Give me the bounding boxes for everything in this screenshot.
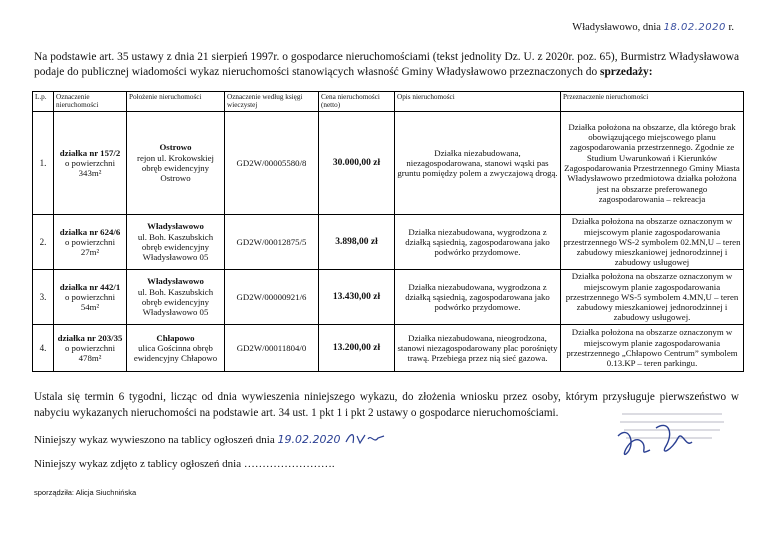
handwritten-date: 18.02.2020 xyxy=(663,22,726,33)
table-row xyxy=(33,112,744,215)
header-land-register: Oznaczenie według księgi wieczystej xyxy=(225,92,319,112)
cell-parcel: działka nr 203/35 o powierzchni 478m² xyxy=(54,325,127,372)
posted-date: 19.02.2020 xyxy=(277,433,341,446)
header-parcel: Oznaczenie nieruchomości xyxy=(54,92,127,112)
cell-purpose: Działka położona na obszarze oznaczonym w miejscowym planie zagospodarowania przestrzennego WS-5 symbolem 4.MN,U – teren zabudowy mieszkaniowej jednorodzinnej i zabudowy usługowej. xyxy=(561,270,744,325)
initials-scribble xyxy=(343,430,387,446)
cell-lp: 4. xyxy=(33,325,54,372)
cell-description: Działka niezabudowana, wygrodzona z działką sąsiednią, zagospodarowana jako podwórko przydomowe. xyxy=(395,215,561,270)
cell-location: Władysławowo ul. Boh. Kaszubskich obręb ewidencyjny Władysławowo 05 xyxy=(127,270,225,325)
cell-description: Działka niezabudowana, wygrodzona z działką sąsiednią, zagospodarowana jako podwórko przydomowe. xyxy=(395,270,561,325)
cell-lp: 3. xyxy=(33,270,54,325)
cell-price: 3.898,00 zł xyxy=(319,215,395,270)
header-lp: L.p. xyxy=(33,92,54,112)
cell-land-register: GD2W/00005580/8 xyxy=(225,112,319,215)
cell-lp: 2. xyxy=(33,215,54,270)
cell-parcel: działka nr 624/6 o powierzchni 27m² xyxy=(54,215,127,270)
header-description: Opis nieruchomości xyxy=(395,92,561,112)
header-price: Cena nieruchomości (netto) xyxy=(319,92,395,112)
cell-purpose: Działka położona na obszarze oznaczonym w miejscowym planie zagospodarowania przestrzennego WS-2 symbolem 02.MN,U – teren zabudowy mieszkaniowej jednorodzinnej i zabudowy usługowej xyxy=(561,215,744,270)
cell-price: 13.430,00 zł xyxy=(319,270,395,325)
cell-description: Działka niezabudowana, nieogrodzona, stanowi niezagospodarowany plac porośnięty trawą. Przebiega przez nią sieć gazowa. xyxy=(395,325,561,372)
stamp-signature xyxy=(612,402,732,464)
table-row xyxy=(33,215,744,270)
cell-land-register: GD2W/00000921/6 xyxy=(225,270,319,325)
table-row xyxy=(33,325,744,372)
prepared-by: sporządziła: Alicja Siuchnińska xyxy=(34,488,137,497)
cell-purpose: Działka położona na obszarze oznaczonym w miejscowym planie zagospodarowania przestrzennego „Chłapowo Centrum” symbolem 0.13.KP – teren parkingu. xyxy=(561,325,744,372)
removed-line: Niniejszy wykaz zdjęto z tablicy ogłoszeń dnia ……………………. xyxy=(34,458,335,470)
cell-location: Ostrowo rejon ul. Krokowskiej obręb ewidencyjny Ostrowo xyxy=(127,112,225,215)
posted-line: Niniejszy wykaz wywieszono na tablicy ogłoszeń dnia 19.02.2020 xyxy=(34,430,387,446)
priority-note: Ustala się termin 6 tygodni, licząc od dnia wywieszenia niniejszego wykazu, do złożenia wniosku przez osoby, którym przysługuje pierwszeństwo w nabyciu wykazanych nieruchomości na podstawie art. 34 ust. 1 pkt 1 i pkt 2 ustawy o gospodarce nieruchomościami. xyxy=(34,391,739,419)
cell-purpose: Działka położona na obszarze, dla którego brak obowiązującego miejscowego planu zagospodarowania przestrzennego. Zgodnie ze Studium Uwarunkowań i Kierunków Zagospodarowania Przestrzennego Gminy Miasta Władysławowo przedmiotowa działka położona jest na obszarze preferowanego zagospodarowania – rekreacja xyxy=(561,112,744,215)
property-table xyxy=(32,91,744,372)
cell-parcel: działka nr 442/1 o powierzchni 54m² xyxy=(54,270,127,325)
cell-land-register: GD2W/00012875/5 xyxy=(225,215,319,270)
intro-paragraph: Na podstawie art. 35 ustawy z dnia 21 sierpień 1997r. o gospodarce nieruchomościami (tekst jednolity Dz. U. z 2020r. poz. 65), Burmistrz Władysławowa podaje do publicznej wiadomości wykaz nieruchomości stanowiących własność Gminy Władysławowo przeznaczonych do sprzedaży: xyxy=(34,51,739,78)
intro-bold-word: sprzedaży: xyxy=(600,66,653,78)
header-purpose: Przeznaczenie nieruchomości xyxy=(561,92,744,112)
cell-parcel: działka nr 157/2 o powierzchni 343m² xyxy=(54,112,127,215)
cell-location: Władysławowo ul. Boh. Kaszubskich obręb ewidencyjny Władysławowo 05 xyxy=(127,215,225,270)
cell-description: Działka niezabudowana, niezagospodarowana, stanowi wąski pas gruntu pomiędzy polem a zwyczajową drogą. xyxy=(395,112,561,215)
place-date-line: Władysławowo, dnia 18.02.2020 r. xyxy=(572,22,734,33)
header-location: Położenie nieruchomości xyxy=(127,92,225,112)
cell-location: Chłapowo ulica Gościnna obręb ewidencyjny Chłapowo xyxy=(127,325,225,372)
cell-land-register: GD2W/00011804/0 xyxy=(225,325,319,372)
table-header-row xyxy=(33,92,744,112)
table-row xyxy=(33,270,744,325)
cell-price: 30.000,00 zł xyxy=(319,112,395,215)
cell-lp: 1. xyxy=(33,112,54,215)
cell-price: 13.200,00 zł xyxy=(319,325,395,372)
